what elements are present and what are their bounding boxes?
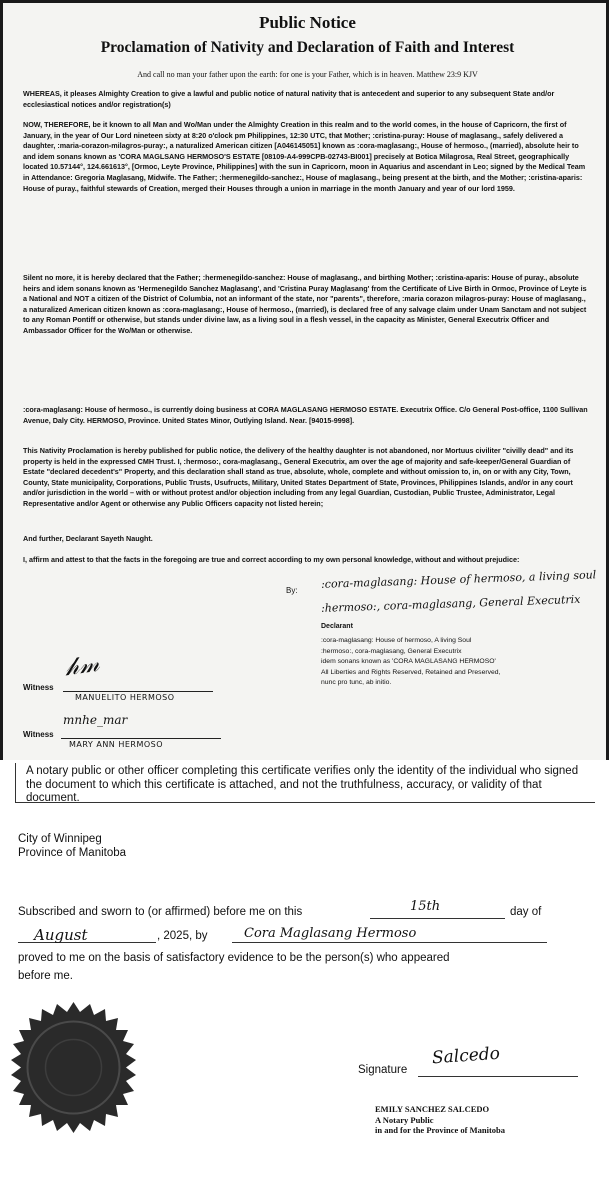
declarant-detail-line: :hermoso:, cora-maglasang, General Executrix <box>321 647 462 655</box>
declarant-detail-line: nunc pro tunc, ab initio. <box>321 679 392 686</box>
declarant-detail-line: :cora-maglasang: House of hermoso, A living Soul <box>321 637 472 644</box>
notary-name: EMILY SANCHEZ SALCEDO <box>375 1104 490 1114</box>
declarant-detail-line: idem sonans known as 'CORA MAGLASANG HERMOSO' <box>321 658 496 665</box>
witness-2-signature: mnhe_mar <box>63 713 128 727</box>
person-line <box>232 942 547 943</box>
month-value: August <box>34 926 88 944</box>
affirmation-paragraph: I, affirm and attest to that the facts in the foregoing are true and correct according to my own personal knowledge, without and without prejudice: <box>23 555 520 564</box>
day-value: 15th <box>410 899 441 914</box>
witness-2-name: MARY ANN HERMOSO <box>69 740 164 749</box>
witness-1-line <box>63 691 213 692</box>
notary-seal <box>6 1000 141 1135</box>
proof-line-2: before me. <box>18 970 73 982</box>
page-subtitle: Proclamation of Nativity and Declaration of Faith and Interest <box>100 39 515 56</box>
notary-jurisdiction: in and for the Province of Manitoba <box>375 1125 506 1135</box>
notary-disclaimer: A notary public or other officer completing this certificate verifies only the identity of the individual who signed the document to which this certificate is attached, and not the truthfulness, accuracy, or validity of that document. <box>26 765 579 804</box>
notary-block <box>375 1104 505 1136</box>
venue-city: City of Winnipeg <box>18 833 102 845</box>
sayeth-naught: And further, Declarant Sayeth Naught. <box>23 534 153 543</box>
declarant-signature-line2: :hermoso:, cora-maglasang, General Executrix <box>320 592 581 615</box>
witness-1-signature: 𝒽𝓂 <box>63 648 101 682</box>
witness-2-line <box>61 738 221 739</box>
witness-label: Witness <box>23 683 54 692</box>
notary-signature: Salcedo <box>431 1043 501 1069</box>
day-line <box>370 918 505 919</box>
sworn-prefix: Subscribed and sworn to (or affirmed) before me on this <box>18 906 303 918</box>
business-paragraph: :cora-maglasang: House of hermoso., is currently doing business at CORA MAGLASANG HERMOSO ESTATE. Executrix Office. C/o General Post-office, 1100 Sullivan Avenue, Daly City. HERMOSO, Province. United States Minor, Outlying Island. Near. [94015-9998]. <box>23 405 588 425</box>
nativity-paragraph: NOW, THEREFORE, be it known to all Man and Wo/Man under the Almighty Creation in this realm and to the world comes, in the house of Capricorn, the first of January, in the year of Our Lord nineteen sixty at 8:20 o'clock pm Philippines, 12:30 UTC, that Mother; :cristina-puray: House of maglasang., safely delivered a daughter, :maria-corazon-milagros-puray:, a naturalized American citizen [A046145051] known as :cora-maglasang:, House of hermoso., (married), absolute heir to and idem sonans known as 'CORA MAGLSANG HERMOSO'S ESTATE [08109-A4-999CPB-02743-BI001] precisely at Botica Milagrosa, Real Street, geographically located 10.57144°, 124.661613°, [Ormoc, Leyte Province, Philippines] with the sun in Capricorn, moon in Aquarius and ascendant in Leo; signed by the Medical Team in Attendance: Gregoria Maglasang, Midwife. The Father; :hermenegildo-sanchez:, House of maglasang., being present at the birth, and the Mother; :cristina-aparis: House of puray., faithful stewards of Creation, merged their Houses through a union in marriage in the month January and year of our lord 1959. <box>23 120 586 193</box>
notary-title: A Notary Public <box>375 1114 434 1125</box>
witness-1-name: MANUELITO HERMOSO <box>75 693 175 702</box>
epigraph: And call no man your father upon the earth: for one is your Father, which is in heaven. Matthew 23:9 KJV <box>137 70 478 79</box>
notary-disclaimer-box <box>15 763 595 803</box>
signature-line <box>418 1076 578 1077</box>
venue <box>18 832 126 860</box>
declaration-paragraph: Silent no more, it is hereby declared that the Father; :hermenegildo-sanchez: House of maglasang., and birthing Mother; :cristina-aparis: House of puray., absolute heirs and idem sonans known as 'Hermenegildo Sanchez Maglasang', and 'Cristina Puray Maglasang' from the Certificate of Live Birth in Ormoc, Province of Leyte is a National and NOT a citizen of the District of Columbia, not an informant of the state, nor "parents", therefore, :maria corazon milagros-puray: House of maglasang., a naturalized American citizen known as :cora-maglasang:, House of hermoso., (married), is declared free of any salvage claim under Unam Sanctam and not subject to any Roman Pontiff or otherwise, but stands under divine law, as a living soul in a flesh vessel, in the capacity as Minister, General Executrix Officer and Ambassador Officer for the Wo/Man or otherwise. <box>23 273 587 335</box>
page-title: Public Notice <box>259 13 356 32</box>
by-label: By: <box>286 586 298 595</box>
publication-paragraph: This Nativity Proclamation is hereby published for public notice, the delivery of the healthy daughter is not abandoned, nor Mortuus civiliter "civilly dead" and its property is held in the expressed CMH Trust. I, :hermoso:, cora-maglasang., General Executrix, am over the age of majority and safe-keeper/General Guardian of Estate "declared decedent's" Property, and this declaration shall stand as true, absolute, whole, complete and without omission to, in, on or with any City, Town, County, State municipality, Corporations, Public Trusts, Usufructs, Military, United States Department of State, Provinces, Philippines Islands, and/or in any court and/or jurisdiction in the world – with or without protest and/or objection including from any legal Guardian, Custodian, Public Trustee, Administrator, Legal Representative and/or Agent or otherwise any Public Officers capacity not listed herein; <box>23 446 574 508</box>
declarant-details <box>321 636 500 689</box>
declarant-label: Declarant <box>321 623 353 630</box>
proof-line-1: proved to me on the basis of satisfactory evidence to be the person(s) who appeared <box>18 952 450 964</box>
witness-label: Witness <box>23 730 54 739</box>
declarant-detail-line: All Liberties and Rights Reserved, Retained and Preserved, <box>321 668 501 676</box>
declarant-signature-line1: :cora-maglasang: House of hermoso, a living soul <box>320 568 597 591</box>
venue-province: Province of Manitoba <box>18 847 127 859</box>
year-text: , 2025, by <box>157 930 208 942</box>
day-suffix: day of <box>510 906 542 918</box>
whereas-paragraph: WHEREAS, it pleases Almighty Creation to give a lawful and public notice of natural nativity that is antecedent and superior to any subsequent State and/or ecclesiastical notices and/or registration(s) <box>23 89 555 109</box>
person-value: Cora Maglasang Hermoso <box>244 926 417 941</box>
signature-label: Signature <box>358 1064 408 1076</box>
